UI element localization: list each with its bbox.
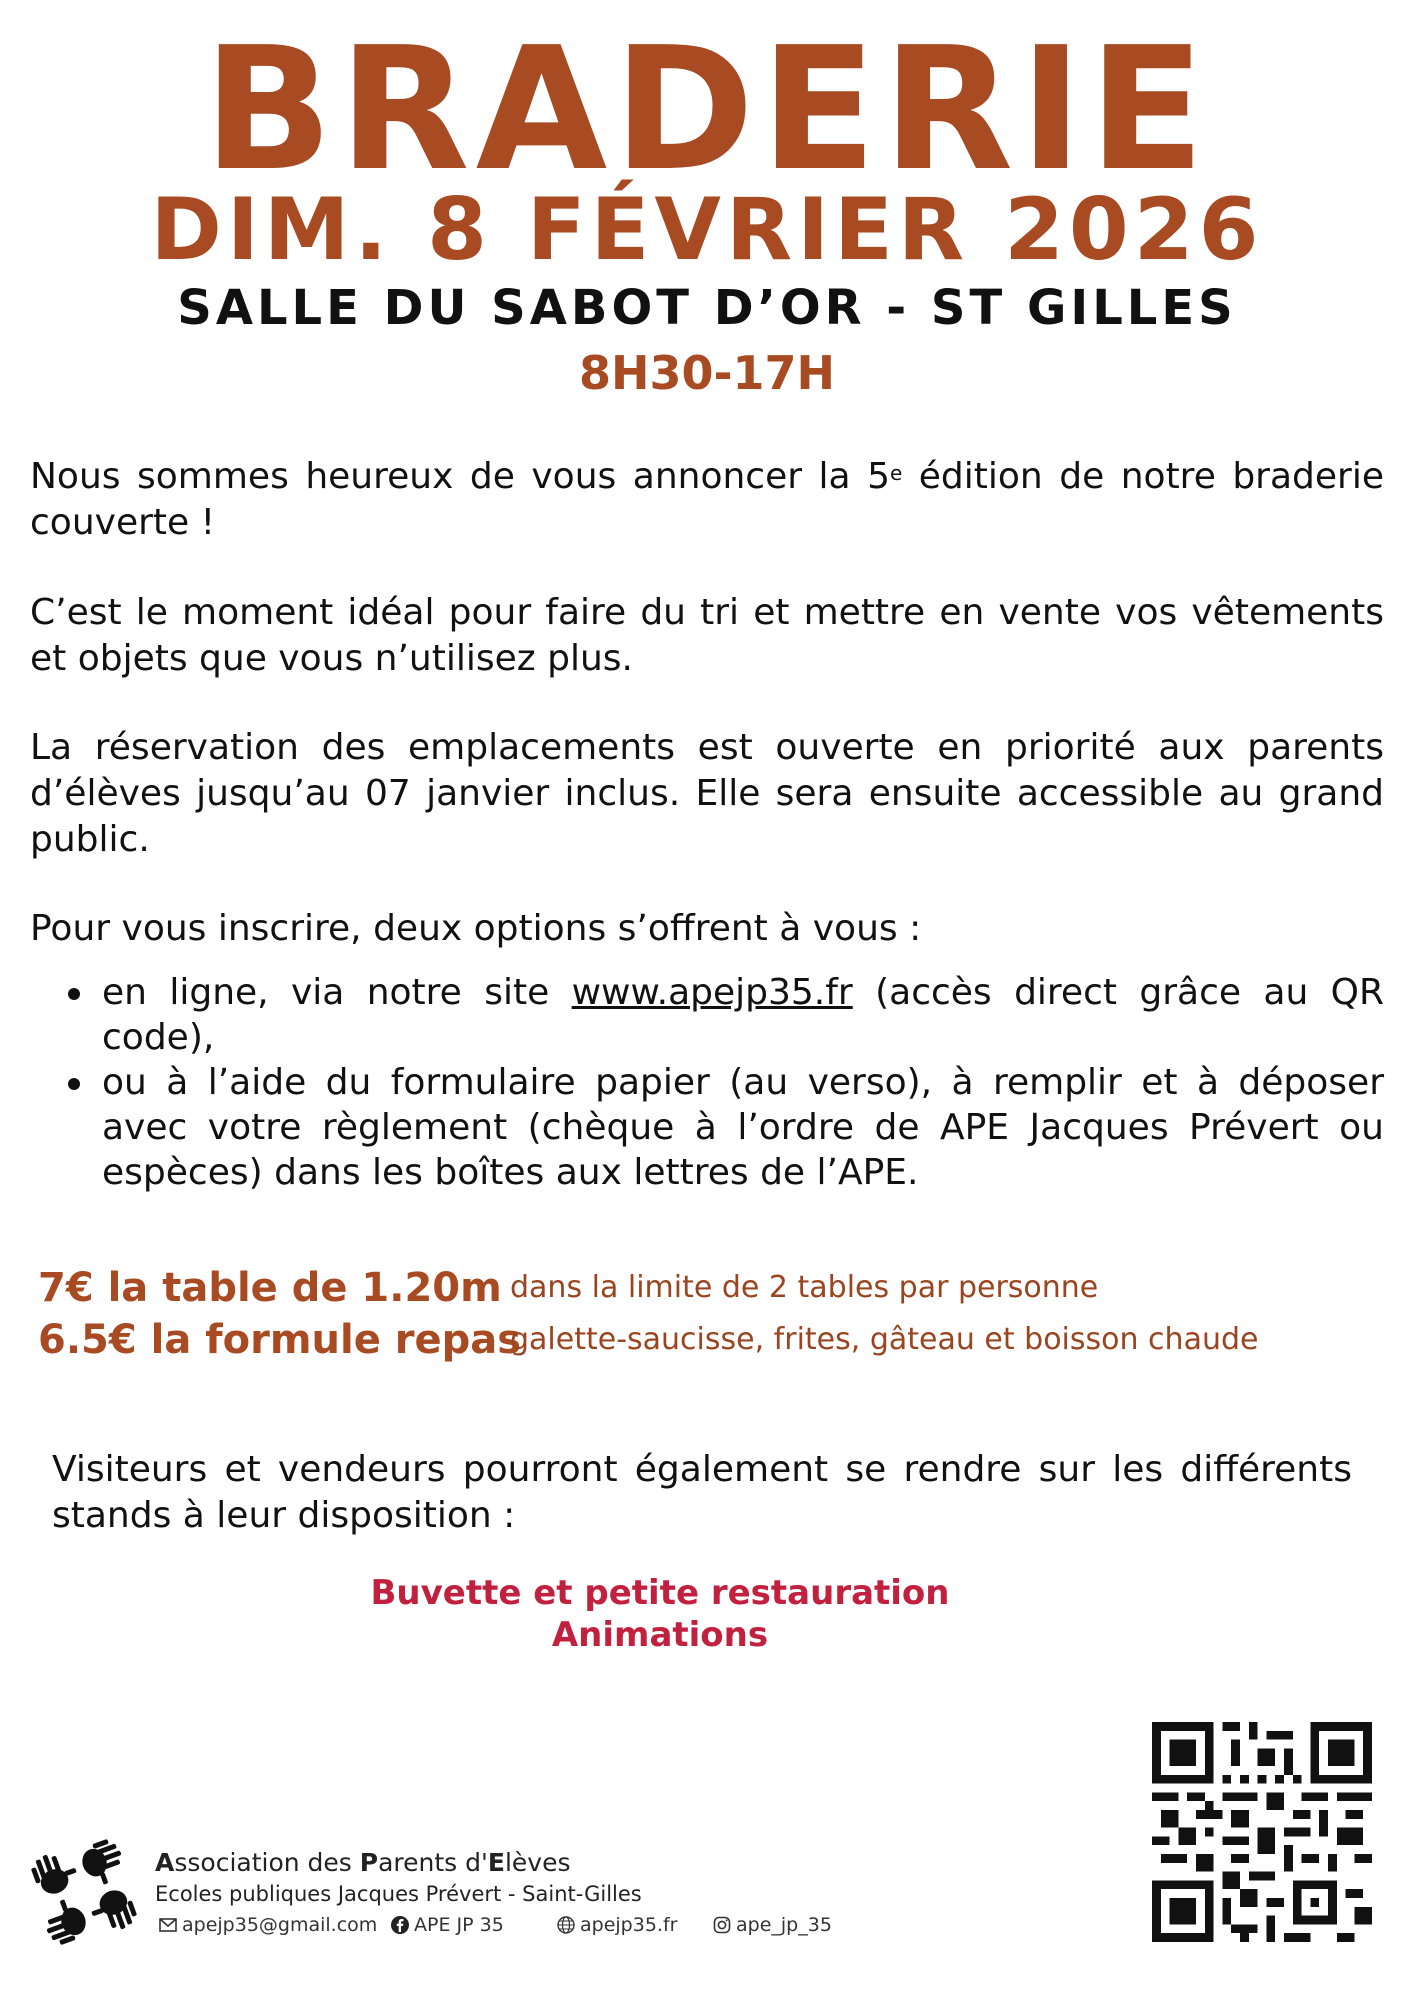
price-row-meal [38,1314,1378,1366]
intro-paragraph-1: Nous sommes heureux de vous annoncer la 5e édition de notre braderie couverte ! [30,456,1384,543]
visitors-paragraph: Visiteurs et vendeurs pourront également se rendre sur les différents stands à leur disposition : [52,1449,1352,1536]
option-online: en ligne, via notre site www.apejp35.fr (accès direct grâce au QR code), [30,970,1384,1060]
contact-facebook[interactable]: APE JP 35 [390,1911,504,1939]
price-row-table [38,1262,1378,1314]
option-paper: ou à l’aide du formulaire papier (au verso), à remplir et à déposer avec votre règlement (chèque à l’ordre de APE Jacques Prévert ou espèces) dans les boîtes aux lettres de l’APE. [30,1060,1384,1195]
mail-icon [158,1915,178,1935]
stand-animations: Animations [551,1615,769,1655]
globe-icon [556,1915,576,1935]
event-venue: SALLE DU SABOT D’OR - ST GILLES [177,280,1237,336]
price-note: dans la limite de 2 tables par personne [510,1270,1099,1305]
contact-email[interactable]: apejp35@gmail.com [158,1911,377,1939]
bullet-icon [68,1078,80,1090]
intro-paragraph-4: Pour vous inscrire, deux options s’offrent à vous : [30,908,922,949]
instagram-icon [712,1915,732,1935]
contact-website[interactable]: apejp35.fr [556,1911,677,1939]
hands-logo-icon [24,1835,144,1950]
org-schools: Ecoles publiques Jacques Prévert - Saint-Gilles [155,1882,642,1906]
price-main: 6.5€ la formule repas [38,1317,522,1363]
intro-paragraph-2: C’est le moment idéal pour faire du tri et mettre en vente vos vêtements et objets que vous n’utilisez plus. [30,592,1384,679]
event-date: DIM. 8 FÉVRIER 2026 [150,180,1264,280]
org-name: Association des Parents d'Elèves [155,1848,571,1877]
website-link[interactable]: www.apejp35.fr [571,972,853,1013]
event-title: BRADERIE [203,11,1211,209]
registration-options [30,970,1384,1195]
event-hours: 8H30-17H [578,346,836,400]
intro-paragraph-3: La réservation des emplacements est ouverte en priorité aux parents d’élèves jusqu’au 07 janvier inclus. Elle sera ensuite accessible au grand public. [30,727,1384,860]
stand-buvette: Buvette et petite restauration [370,1573,950,1613]
price-note: galette-saucisse, frites, gâteau et boisson chaude [510,1322,1259,1357]
qr-code-icon[interactable] [1152,1722,1372,1942]
contact-instagram[interactable]: ape_jp_35 [712,1911,832,1939]
price-main: 7€ la table de 1.20m [38,1265,502,1311]
bullet-icon [68,988,80,1000]
facebook-icon [390,1915,410,1935]
